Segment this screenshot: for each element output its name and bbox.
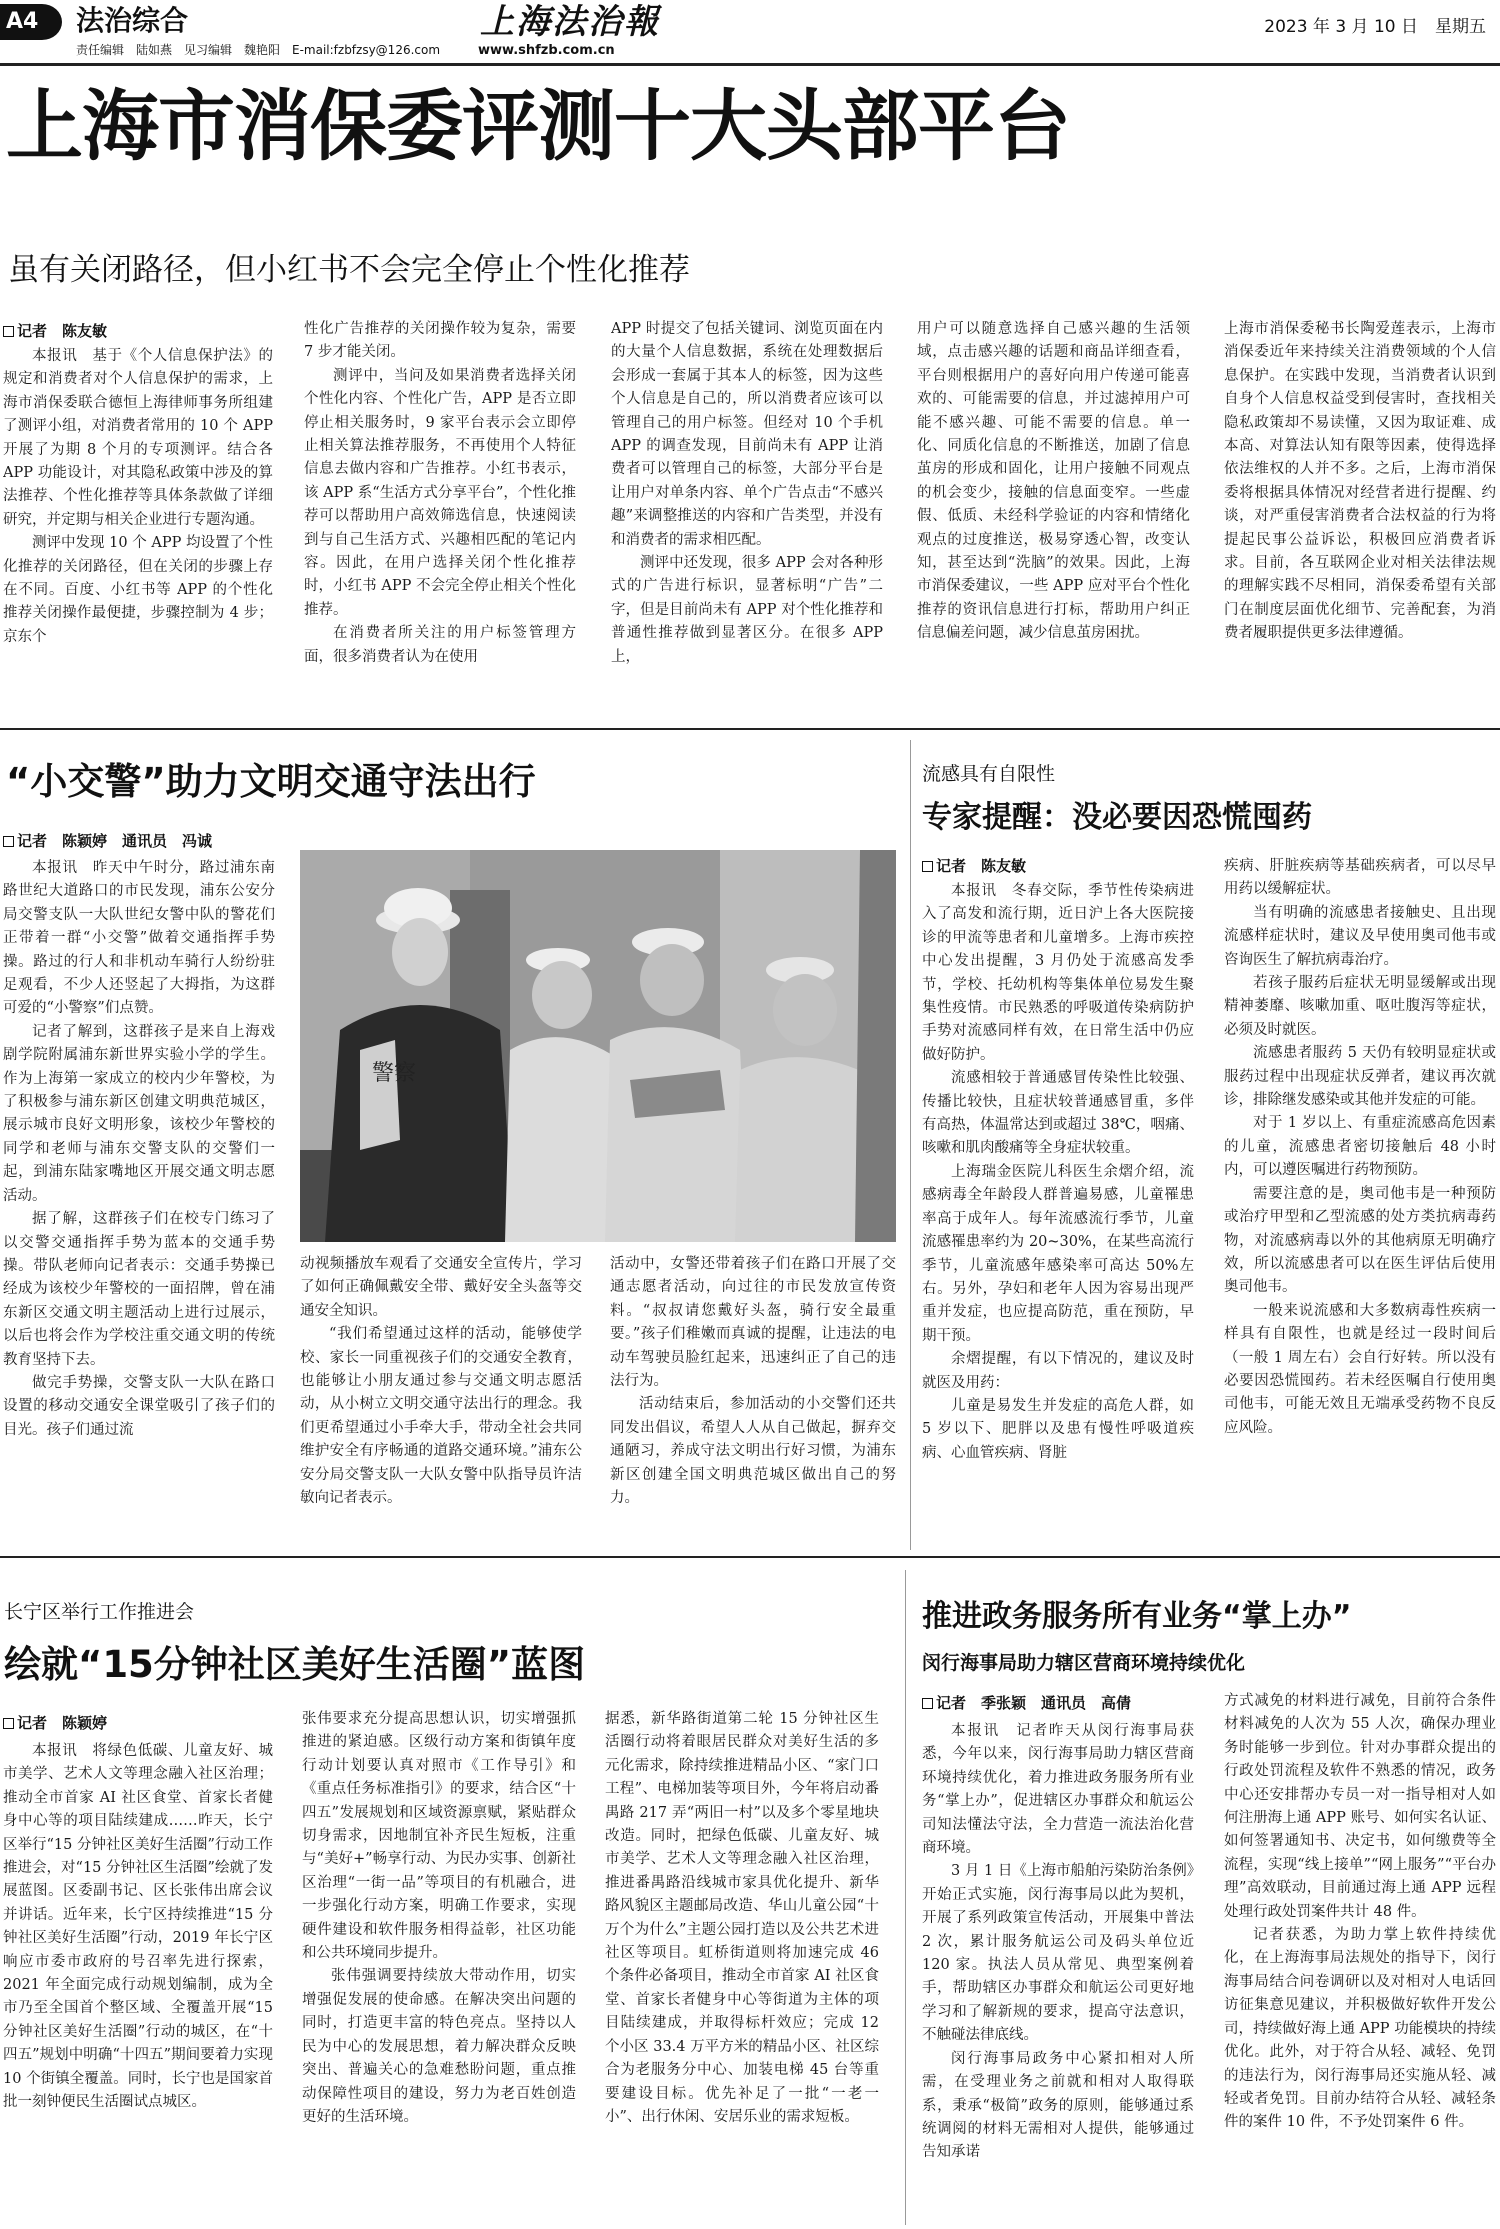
editor-credits: 责任编辑 陆如燕 见习编辑 魏艳阳 E-mail:fzbfzsy@126.com bbox=[76, 43, 441, 57]
paragraph: 活动结束后，参加活动的小交警们还共同发出倡议，希望人人从自己做起，摒弃交通陋习，养成守法文明出行好习惯，为浦东新区创建全国文明典范城区做出自己的努力。 bbox=[610, 1396, 896, 1507]
column-divider bbox=[910, 740, 911, 1550]
paragraph: 疾病、肝脏疾病等基础疾病者，可以尽早用药以缓解症状。 bbox=[1224, 858, 1496, 898]
lead-column-4 bbox=[917, 318, 1190, 718]
paragraph: 记者了解到，这群孩子是来自上海戏剧学院附属浦东新世界实验小学的学生。作为上海第一家成立的校内少年警校，为了积极参与浦东新区创建文明典范城区，展示城市良好文明形象，该校少年警校的同学和老师与浦东交警支队的交警们一起，到浦东陆家嘴地区开展交通文明志愿活动。 bbox=[3, 1023, 275, 1204]
paragraph: 据了解，这群孩子们在校专门练习了以交警交通指挥手势为蓝本的交通手势操。带队老师向记者表示：交通手势操已经成为该校少年警校的一面招牌，曾在浦东新区交通文明主题活动上进行过展示，以后也将会作为学校注重交通文明的传统教育坚持下去。 bbox=[3, 1211, 275, 1368]
paragraph: 记者获悉，为助力掌上软件持续优化，在上海海事局法规处的指导下，闵行海事局结合问卷调研以及对相对人电话回访征集意见建议，并积极做好软件开发公司，持续做好海上通 APP 功能模块的持续优化。此外，对于符合从轻、减轻、免罚的违法行为，闵行海事局还实施从轻、减轻或者免罚。目前办结符合从轻、减轻条件的案件 10 件，不予处罚案件 6 件。 bbox=[1224, 1927, 1496, 2131]
paragraph: 3 月 1 日《上海市船舶污染防治条例》开始正式实施，闵行海事局以此为契机，开展了系列政策宣传活动，开展集中普法 2 次，累计服务航运公司及码头单位近 120 家。执法人员从常见、典型案例着手，帮助辖区办事群众和航运公司更好地学习和了解新规的要求，提高守法意识，不触碰法律底线。 bbox=[922, 1863, 1194, 2044]
issue-date: 2023 年 3 月 10 日 星期五 bbox=[1264, 17, 1486, 37]
byline-box-icon bbox=[922, 1698, 933, 1709]
paper-name: 上海法治報 bbox=[480, 2, 660, 42]
traffic-byline bbox=[3, 830, 212, 851]
maritime-byline bbox=[922, 1692, 1131, 1713]
flu-kicker: 流感具有自限性 bbox=[922, 763, 1056, 785]
traffic-column-3 bbox=[610, 1253, 896, 1545]
byline-box-icon bbox=[3, 1718, 14, 1729]
community-column-1 bbox=[3, 1740, 273, 2225]
paragraph: 流感相较于普通感冒传染性比较强、传播比较快，且症状较普通感冒重，多伴有高热，体温常达到或超过 38℃，咽痛、咳嗽和肌肉酸痛等全身症状较重。 bbox=[922, 1070, 1194, 1157]
maritime-byline-text: 记者 季张颖 通讯员 高倩 bbox=[936, 1694, 1132, 1712]
traffic-column-1 bbox=[3, 857, 275, 1545]
paragraph: 性化广告推荐的关闭操作较为复杂，需要 7 步才能关闭。 bbox=[304, 321, 576, 361]
paragraph: 当有明确的流感患者接触史、且出现流感样症状时，建议及早使用奥司他韦或咨询医生了解抗病毒治疗。 bbox=[1224, 904, 1496, 968]
flu-headline: 专家提醒：没必要因恐慌囤药 bbox=[922, 800, 1312, 835]
paragraph: 在消费者所关注的用户标签管理方面，很多消费者认为在使用 bbox=[304, 625, 576, 665]
byline-box-icon bbox=[3, 836, 14, 847]
maritime-headline: 推进政务服务所有业务“掌上办” bbox=[922, 1599, 1352, 1634]
flu-column-1 bbox=[922, 880, 1194, 1545]
paragraph: 测评中还发现，很多 APP 会对各种形式的广告进行标识，显著标明“广告”二字，但是目前尚未有 APP 对个性化推荐和普通性推荐做到显著区分。在很多 APP 上， bbox=[611, 555, 883, 665]
lead-bottom-rule bbox=[0, 728, 1500, 730]
community-byline-text: 记者 陈颖婷 bbox=[17, 1714, 108, 1732]
paragraph: 测评中，当问及如果消费者选择关闭个性化内容、个性化广告，APP 是否立即停止相关服务时，9 家平台表示会立即停止相关算法推荐服务，不再使用个人特征信息去做内容和广告推荐。小红书表示，该 APP 系“生活方式分享平台”，个性化推荐可以帮助用户高效筛选信息，快速阅读到与自己生活方式、兴趣相匹配的笔记内容。因此，在用户选择关闭个性化推荐时，小红书 APP 不会完全停止相关个性化推荐。 bbox=[304, 367, 576, 618]
paragraph: 据悉，新华路街道第二轮 15 分钟社区生活圈行动将着眼居民群众对美好生活的多元化需求，除持续推进精品小区、“家门口工程”、电梯加装等项目外，今年将启动番禺路 217 弄“两旧一村”以及多个零星地块改造。同时，把绿色低碳、儿童友好、城市美学、艺术人文等理念融入社区治理，推进番禺路沿线城市家具优化提升、新华路风貌区主题邮局改造、华山儿童公园“十万个为什么”主题公园打造以及公共艺术进社区等项目。虹桥街道则将加速完成 46 个条件必备项目，推动全市首家 AI 社区食堂、首家长者健身中心等街道为主体的项目陆续建成，并取得标杆效应；完成 12 个小区 33.4 万平方米的精品小区、社区综合为老服务分中心、加装电梯 45 台等重要建设目标。优先补足了一批“一老一小”、出行休闲、安居乐业的需求短板。 bbox=[605, 1711, 879, 2125]
paragraph: 儿童是易发生并发症的高危人群，如 5 岁以下、肥胖以及患有慢性呼吸道疾病、心血管疾病、肾脏 bbox=[922, 1397, 1194, 1461]
lead-byline-text: 记者 陈友敏 bbox=[17, 322, 108, 340]
community-headline: 绘就“15分钟社区美好生活圈”蓝图 bbox=[4, 1643, 586, 1686]
lead-subhead: 虽有关闭路径，但小红书不会完全停止个性化推荐 bbox=[8, 252, 690, 288]
community-column-3 bbox=[605, 1708, 879, 2225]
paragraph: “我们希望通过这样的活动，能够使学校、家长一同重视孩子们的交通安全教育，也能够让小朋友通过参与交通文明志愿活动，从小树立文明交通守法出行的理念。我们更希望通过小手牵大手，带动全社会共同维护安全有序畅通的道路交通环境。”浦东公安分局交警支队一大队女警中队指导员许洁敏向记者表示。 bbox=[300, 1326, 582, 1507]
lead-column-3 bbox=[611, 318, 883, 718]
traffic-headline: “小交警”助力文明交通守法出行 bbox=[6, 760, 536, 803]
lead-byline bbox=[3, 320, 107, 341]
paragraph: 需要注意的是，奥司他韦是一种预防或治疗甲型和乙型流感的处方类抗病毒药物，对流感病毒以外的其他病原无明确疗效，所以流感患者可以在医生评估后使用奥司他韦。 bbox=[1224, 1185, 1496, 1296]
flu-byline-text: 记者 陈友敏 bbox=[936, 857, 1027, 875]
paragraph: 一般来说流感和大多数病毒性疾病一样具有自限性，也就是经过一段时间后（一般 1 周左右）会自行好转。所以没有必要因恐慌囤药。若未经医嘱自行使用奥司他韦，可能无效且无端承受药物不良反应风险。 bbox=[1224, 1302, 1496, 1436]
lead-column-2 bbox=[304, 318, 576, 718]
middle-bottom-rule bbox=[0, 1556, 1500, 1558]
page-number: A4 bbox=[6, 9, 39, 34]
paragraph: 对于 1 岁以上、有重症流感高危因素的儿童，流感患者密切接触后 48 小时内，可以遵医嘱进行药物预防。 bbox=[1224, 1115, 1496, 1179]
paragraph: 张伟要求充分提高思想认识，切实增强抓推进的紧迫感。区级行动方案和街镇年度行动计划要认真对照市《工作导引》和《重点任务标准指引》的要求，结合区“十四五”发展规划和区域资源禀赋，紧贴群众切身需求，因地制宜补齐民生短板，注重与“美好+”畅享行动、为民办实事、创新社区治理“一街一品”等项目的有机融合，进一步强化行动方案，明确工作要求，实现硬件建设和软件服务相得益彰，社区功能和公共环境同步提升。 bbox=[302, 1711, 576, 1962]
paragraph: 本报讯 将绿色低碳、儿童友好、城市美学、艺术人文等理念融入社区治理；推动全市首家 AI 社区食堂、首家长者健身中心等的项目陆续建成……昨天，长宁区举行“15 分钟社区美好生活圈”行动工作推进会，对“15 分钟社区生活圈”绘就了发展蓝图。区委副书记、区长张伟出席会议并讲话。近年来，长宁区持续推进“15 分钟社区美好生活圈”行动，2019 年长宁区响应市委市政府的号召率先进行探索，2021 年全面完成行动规划编制，成为全市乃至全国首个整区域、全覆盖开展“15 分钟社区美好生活圈”行动的城区，在“十四五”规划中明确“十四五”期间要着力实现 10 个街镇全覆盖。同时，长宁也是国家首批一刻钟便民生活圈试点城区。 bbox=[3, 1743, 273, 2111]
paragraph: 上海市消保委秘书长陶爱莲表示，上海市消保委近年来持续关注消费领域的个人信息保护。在实践中发现，当消费者认识到自身个人信息权益受到侵害时，查找相关隐私政策却不易读懂，又因为取证难、成本高、对算法认知有限等因素，使得选择依法维权的人并不多。之后，上海市消保委将根据具体情况对经营者进行提醒、约谈，对严重侵害消费者合法权益的行为将提起民事公益诉讼，积极回应消费者诉求。目前，各互联网企业对相关法律法规的理解实践不尽相同，消保委希望有关部门在制度层面优化细节、完善配套，为消费者履职提供更多法律遵循。 bbox=[1224, 321, 1496, 642]
maritime-subhead: 闵行海事局助力辖区营商环境持续优化 bbox=[922, 1652, 1246, 1674]
flu-column-2 bbox=[1224, 855, 1496, 1545]
paper-url: www.shfzb.com.cn bbox=[478, 43, 615, 58]
paragraph: 做完手势操，交警支队一大队在路口设置的移动交通安全课堂吸引了孩子们的目光。孩子们通过流 bbox=[3, 1374, 275, 1438]
paragraph: 动视频播放车观看了交通安全宣传片，学习了如何正确佩戴安全带、戴好安全头盔等交通安全知识。 bbox=[300, 1256, 582, 1319]
paragraph: 用户可以随意选择自己感兴趣的生活领域，点击感兴趣的话题和商品详细查看，平台则根据用户的喜好向用户传递可能喜欢的、可能需要的信息，并过滤掉用户可能不感兴趣、可能不需要的信息。单一化、同质化信息的不断推送，加剧了信息茧房的形成和固化，让用户接触不同观点的机会变少，接触的信息面变窄。一些虚假、低质、未经科学验证的内容和情绪化观点的过度推送，极易穿透心智，改变认知，甚至达到“洗脑”的效果。因此，上海市消保委建议，一些 APP 应对平台个性化推荐的资讯信息进行打标，帮助用户纠正信息偏差问题，减少信息茧房困扰。 bbox=[917, 321, 1190, 642]
traffic-photo bbox=[300, 850, 896, 1242]
community-byline bbox=[3, 1712, 107, 1733]
paragraph: 本报讯 基于《个人信息保护法》的规定和消费者对个人信息保护的需求，上海市消保委联合德恒上海律师事务所组建了测评小组，对消费者常用的 10 个 APP 开展了为期 8 个月的专项测评。结合各 APP 功能设计，对其隐私政策中涉及的算法推荐、个性化推荐等具体条款做了详细研究，并定期与相关企业进行专题沟通。 bbox=[3, 348, 273, 528]
paragraph: 闵行海事局政务中心紧扣相对人所需，在受理业务之前就和相对人取得联系，秉承“极简”政务的原则，能够通过系统调阅的材料无需相对人提供，能够通过告知承诺 bbox=[922, 2050, 1194, 2161]
paragraph: 流感患者服药 5 天仍有较明显症状或服药过程中出现症状反弹者，建议再次就诊，排除继发感染或其他并发症的可能。 bbox=[1224, 1045, 1496, 1109]
column-divider bbox=[905, 1570, 906, 2225]
paragraph: 张伟强调要持续放大带动作用，切实增强促发展的使命感。在解决突出问题的同时，打造更丰富的特色亮点。坚持以人民为中心的发展思想，着力解决群众反映突出、普遍关心的急难愁盼问题，重点推动保障性项目的建设，努力为老百姓创造更好的生活环境。 bbox=[302, 1968, 576, 2125]
photo-badge-text: 警察 bbox=[372, 1061, 417, 1086]
flu-byline bbox=[922, 855, 1026, 876]
masthead-rule bbox=[0, 63, 1500, 66]
maritime-column-2 bbox=[1224, 1690, 1496, 2225]
paragraph: 上海瑞金医院儿科医生余熠介绍，流感病毒全年龄段人群普遍易感，儿童罹患率高于成年人。每年流感流行季节，儿童流感罹患率约为 20~30%，在某些高流行季节，儿童流感年感染率可高达 50%左右。另外，孕妇和老年人因为容易出现严重并发症，也应提高防范，重在预防，早期干预。 bbox=[922, 1163, 1194, 1344]
paragraph: 方式减免的材料进行减免，目前符合条件材料减免的人次为 55 人次，确保办理业务时能够一步到位。针对办事群众提出的行政处罚流程及软件不熟悉的情况，政务中心还安排帮办专员一对一指导相对人如何注册海上通 APP 账号、如何实名认证、如何签署通知书、决定书，如何缴费等全流程，实现“线上接单”“网上服务”“平台办理”高效联动，目前通过海上通 APP 远程处理行政处罚案件共计 48 件。 bbox=[1224, 1693, 1496, 1920]
traffic-photo-illustration bbox=[300, 850, 896, 1242]
community-kicker: 长宁区举行工作推进会 bbox=[4, 1601, 195, 1623]
community-column-2 bbox=[302, 1708, 576, 2225]
traffic-byline-text: 记者 陈颖婷 通讯员 冯诚 bbox=[17, 832, 213, 850]
lead-headline: 上海市消保委评测十大头部平台 bbox=[6, 83, 1070, 172]
paragraph: 测评中发现 10 个 APP 均设置了个性化推荐的关闭路径，但在关闭的步骤上存在不同。百度、小红书等 APP 的个性化推荐关闭操作最便捷，步骤控制为 4 步；京东个 bbox=[3, 535, 273, 645]
paragraph: 本报讯 昨天中午时分，路过浦东南路世纪大道路口的市民发现，浦东公安分局交警支队一大队世纪女警中队的警花们正带着一群“小交警”做着交通指挥手势操。路过的行人和非机动车骑行人纷纷驻足观看，不少人还竖起了大拇指，为这群可爱的“小警察”们点赞。 bbox=[3, 860, 275, 1017]
paragraph: 本报讯 冬春交际，季节性传染病进入了高发和流行期，近日沪上各大医院接诊的甲流等患者和儿童增多。上海市疾控中心发出提醒，3 月仍处于流感高发季节，学校、托幼机构等集体单位易发生聚集性疫情。市民熟悉的呼吸道传染病防护手势对流感同样有效，在日常生活中仍应做好防护。 bbox=[922, 883, 1194, 1063]
traffic-column-2 bbox=[300, 1253, 582, 1545]
paragraph: 若孩子服药后症状无明显缓解或出现精神萎靡、咳嗽加重、呕吐腹泻等症状，必须及时就医。 bbox=[1224, 975, 1496, 1038]
maritime-column-1 bbox=[922, 1720, 1194, 2225]
paragraph: 活动中，女警还带着孩子们在路口开展了交通志愿者活动，向过往的市民发放宣传资料。“叔叔请您戴好头盔，骑行安全最重要。”孩子们稚嫩而真诚的提醒，让违法的电动车驾驶员脸红起来，迅速纠正了自己的违法行为。 bbox=[610, 1256, 896, 1390]
section-name: 法治综合 bbox=[76, 4, 189, 37]
paragraph: 余熠提醒，有以下情况的，建议及时就医及用药： bbox=[922, 1351, 1194, 1391]
paragraph: 本报讯 记者昨天从闵行海事局获悉，今年以来，闵行海事局助力辖区营商环境持续优化，着力推进政务服务所有业务“掌上办”，促进辖区办事群众和航运公司知法懂法守法，全力营造一流法治化营商环境。 bbox=[922, 1723, 1194, 1857]
byline-box-icon bbox=[922, 861, 933, 872]
byline-box-icon bbox=[3, 326, 14, 337]
lead-column-1 bbox=[3, 345, 273, 719]
paragraph: APP 时提交了包括关键词、浏览页面在内的大量个人信息数据，系统在处理数据后会形成一套属于其本人的标签，因为这些个人信息是自己的，所以消费者应该可以管理自己的用户标签。但经对 10 个手机 APP 的调查发现，目前尚未有 APP 让消费者可以管理自己的标签，大部分平台是让用户对单条内容、单个广告点击“不感兴趣”来调整推送的内容和广告类型，并没有和消费者的需求相匹配。 bbox=[611, 321, 883, 548]
lead-column-5 bbox=[1224, 318, 1496, 718]
